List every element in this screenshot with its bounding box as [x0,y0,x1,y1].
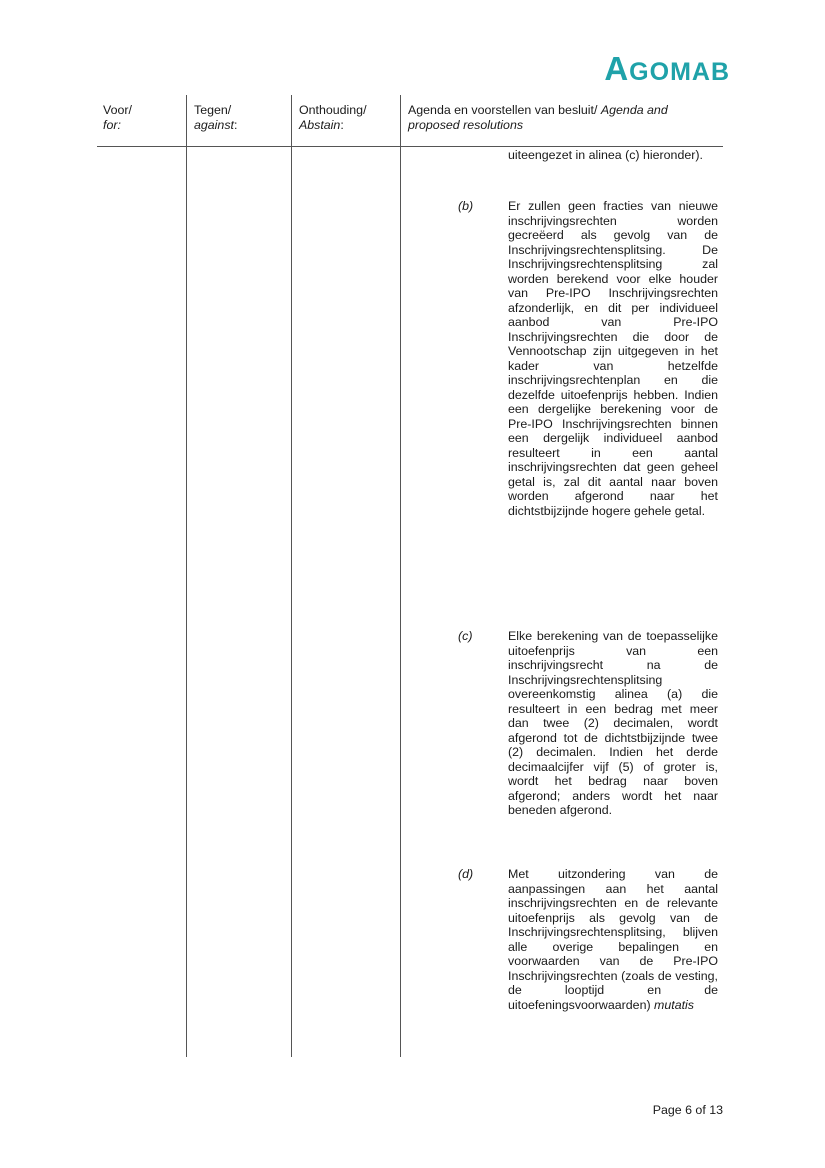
header-tegen: Tegen/ against: [194,103,238,132]
page-number: Page 6 of 13 [652,1103,723,1117]
column-divider-3 [400,95,401,1057]
label-b: (b) [458,199,474,213]
header-voor: Voor/ for: [103,103,132,132]
paragraph-d: Met uitzondering van de aanpassingen aan het aantal inschrijvingsrechten en de relevante uitoefenprijs als gevolg van de Inschrijvingsrechtensplitsing, blijven alle overige bepalingen en voorwaarden van de Pre-IPO Inschrijvingsrechten (zoals de vesting, de looptijd en de uitoefeningsvoorwaarden) mutatis [508,867,718,1012]
label-d: (d) [458,867,474,881]
header-agenda: Agenda en voorstellen van besluit/ Agenda and proposed resolutions [408,103,668,132]
header-divider [97,146,723,147]
label-c: (c) [458,629,473,643]
paragraph-c: Elke berekening van de toepasselijke uitoefenprijs van een inschrijvingsrecht na de Inschrijvingsrechtensplitsing overeenkomstig alinea (a) die resulteert in een bedrag met meer dan twee (2) decimalen, wordt afgerond tot de dichtstbijzijnde twee (2) decimalen. Indien het derde decimaalcijfer vijf (5) of groter is, wordt het bedrag naar boven afgerond; anders wordt het naar beneden afgerond. [508,629,718,817]
column-divider-2 [291,95,292,1057]
header-onthouding: Onthouding/ Abstain: [299,103,367,132]
agomab-logo: AGOMAB [604,50,730,87]
paragraph-continuation: uiteengezet in alinea (c) hieronder). [508,148,703,162]
paragraph-b: Er zullen geen fracties van nieuwe inschrijvingsrechten worden gecreëerd als gevolg van de Inschrijvingsrechtensplitsing. De Inschrijvingsrechtensplitsing zal worden berekend voor elke houder van Pre-IPO Inschrijvingsrechten afzonderlijk, en dit per individueel aanbod van Pre-IPO Inschrijvingsrechten die door de Vennootschap zijn uitgegeven in het kader van hetzelfde inschrijvingsrechtenplan en die dezelfde uitoefenprijs hebben. Indien een dergelijke berekening voor de Pre-IPO Inschrijvingsrechten binnen een dergelijk individueel aanbod resulteert in een aantal inschrijvingsrechten dat geen geheel getal is, zal dit aantal naar boven worden afgerond naar het dichtstbijzijnde hogere gehele getal. [508,199,718,518]
column-divider-1 [186,95,187,1057]
